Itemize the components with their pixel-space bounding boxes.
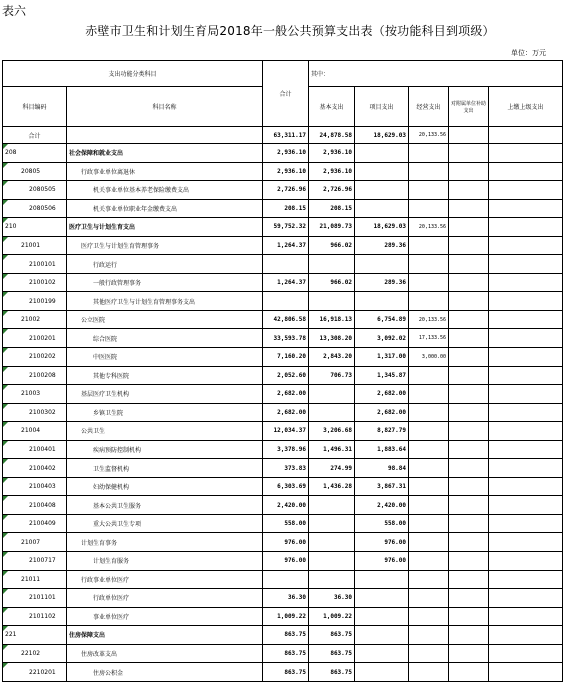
cell-total[interactable]: [263, 292, 309, 311]
table-row: [3, 496, 563, 515]
cell-operating[interactable]: 20,133.56: [409, 310, 449, 329]
cell-project[interactable]: 3,867.31: [355, 477, 409, 496]
cell-empty[interactable]: [449, 236, 489, 255]
cell-empty[interactable]: [489, 626, 563, 645]
cell-basic[interactable]: [309, 552, 355, 571]
cell-operating[interactable]: 3,000.00: [409, 348, 449, 367]
cell-empty[interactable]: [489, 199, 563, 218]
cell-total[interactable]: 3,378.96: [263, 440, 309, 459]
cell-total[interactable]: 976.00: [263, 533, 309, 552]
cell-code[interactable]: 合计: [3, 127, 67, 144]
cell-operating[interactable]: [409, 607, 449, 626]
cell-project[interactable]: [355, 292, 409, 311]
cell-project[interactable]: [355, 255, 409, 274]
cell-empty[interactable]: [489, 607, 563, 626]
cell-empty[interactable]: [489, 292, 563, 311]
table-row: [3, 514, 563, 533]
cell-operating[interactable]: 17,133.56: [409, 329, 449, 348]
cell-empty[interactable]: [449, 533, 489, 552]
cell-total[interactable]: 2,726.96: [263, 181, 309, 200]
table-row: [3, 589, 563, 608]
cell-total[interactable]: 2,420.00: [263, 496, 309, 515]
cell-code[interactable]: 21007: [3, 533, 67, 552]
cell-basic[interactable]: 16,918.13: [309, 310, 355, 329]
cell-name[interactable]: [67, 127, 263, 144]
cell-total[interactable]: [263, 570, 309, 589]
cell-empty[interactable]: [449, 199, 489, 218]
cell-empty[interactable]: [489, 422, 563, 441]
cell-operating[interactable]: [409, 181, 449, 200]
cell-project[interactable]: [355, 607, 409, 626]
header-project: 项目支出: [355, 87, 409, 127]
cell-project[interactable]: [355, 644, 409, 663]
cell-empty[interactable]: [489, 127, 563, 144]
cell-code[interactable]: 2100717: [3, 552, 67, 571]
cell-operating[interactable]: [409, 496, 449, 515]
cell-code[interactable]: 22102: [3, 644, 67, 663]
cell-basic[interactable]: 2,936.10: [309, 144, 355, 163]
cell-project[interactable]: 558.00: [355, 514, 409, 533]
cell-code[interactable]: 2101102: [3, 607, 67, 626]
header-total: 合计: [263, 61, 309, 127]
cell-name[interactable]: 住房保障支出: [67, 626, 263, 645]
cell-empty[interactable]: [449, 570, 489, 589]
cell-operating[interactable]: [409, 663, 449, 682]
cell-code[interactable]: 208: [3, 144, 67, 163]
cell-operating[interactable]: [409, 459, 449, 478]
cell-name[interactable]: 妇幼保健机构: [67, 477, 263, 496]
table-row: [3, 329, 563, 348]
cell-empty[interactable]: [489, 162, 563, 181]
cell-empty[interactable]: [489, 440, 563, 459]
cell-empty[interactable]: [449, 292, 489, 311]
cell-empty[interactable]: [449, 329, 489, 348]
header-subsidy: 对附属单位补助支出: [449, 87, 489, 127]
cell-empty[interactable]: [449, 348, 489, 367]
header-func-class: 支出功能分类科目: [3, 61, 263, 87]
table-row: [3, 236, 563, 255]
cell-name[interactable]: 计划生育事务: [67, 533, 263, 552]
cell-operating[interactable]: 20,133.56: [409, 218, 449, 237]
cell-empty[interactable]: [489, 589, 563, 608]
cell-name[interactable]: 医疗卫生与计划生育管理事务: [67, 236, 263, 255]
budget-table: [2, 60, 563, 682]
cell-empty[interactable]: [449, 181, 489, 200]
cell-basic[interactable]: 3,206.68: [309, 422, 355, 441]
cell-basic[interactable]: 21,089.73: [309, 218, 355, 237]
cell-total[interactable]: 558.00: [263, 514, 309, 533]
cell-operating[interactable]: 20,133.56: [409, 127, 449, 144]
cell-code[interactable]: 2210201: [3, 663, 67, 682]
cell-code[interactable]: 21002: [3, 310, 67, 329]
cell-name[interactable]: 公共卫生: [67, 422, 263, 441]
cell-empty[interactable]: [489, 366, 563, 385]
cell-operating[interactable]: [409, 644, 449, 663]
header-basic: 基本支出: [309, 87, 355, 127]
table-row: [3, 644, 563, 663]
cell-empty[interactable]: [489, 218, 563, 237]
cell-basic[interactable]: 2,843.20: [309, 348, 355, 367]
cell-name[interactable]: 行政运行: [67, 255, 263, 274]
cell-total[interactable]: 12,034.37: [263, 422, 309, 441]
cell-basic[interactable]: 36.30: [309, 589, 355, 608]
cell-project[interactable]: 98.84: [355, 459, 409, 478]
cell-project[interactable]: 976.00: [355, 552, 409, 571]
cell-code[interactable]: 2100408: [3, 496, 67, 515]
cell-project[interactable]: [355, 570, 409, 589]
cell-total[interactable]: 976.00: [263, 552, 309, 571]
cell-basic[interactable]: 2,936.10: [309, 162, 355, 181]
unit-label: 单位：万元: [511, 49, 546, 57]
cell-empty[interactable]: [449, 477, 489, 496]
cell-code[interactable]: 2100403: [3, 477, 67, 496]
cell-code[interactable]: 210: [3, 218, 67, 237]
cell-total[interactable]: 2,682.00: [263, 385, 309, 404]
cell-empty[interactable]: [449, 310, 489, 329]
table-row: [3, 292, 563, 311]
cell-name[interactable]: 事业单位医疗: [67, 607, 263, 626]
cell-empty[interactable]: [449, 144, 489, 163]
cell-name[interactable]: 乡镇卫生院: [67, 403, 263, 422]
table-row: [3, 144, 563, 163]
table-title: 赤壁市卫生和计划生育局2018年一般公共预算支出表（按功能科目到项级）: [85, 24, 495, 38]
cell-code[interactable]: 2080506: [3, 199, 67, 218]
cell-total[interactable]: 1,009.22: [263, 607, 309, 626]
cell-total[interactable]: 59,752.32: [263, 218, 309, 237]
table-row: [3, 440, 563, 459]
cell-code[interactable]: 2100102: [3, 273, 67, 292]
cell-empty[interactable]: [449, 403, 489, 422]
header-code: 科目编码: [3, 87, 67, 127]
table-row: [3, 477, 563, 496]
table-row: [3, 570, 563, 589]
cell-code[interactable]: 2080505: [3, 181, 67, 200]
cell-basic[interactable]: 13,308.20: [309, 329, 355, 348]
table-row: [3, 162, 563, 181]
cell-basic[interactable]: 863.75: [309, 644, 355, 663]
cell-empty[interactable]: [489, 144, 563, 163]
cell-empty[interactable]: [449, 366, 489, 385]
header-operating: 经营支出: [409, 87, 449, 127]
table-row: [3, 127, 563, 144]
cell-empty[interactable]: [489, 385, 563, 404]
cell-basic[interactable]: 1,009.22: [309, 607, 355, 626]
cell-basic[interactable]: [309, 403, 355, 422]
cell-code[interactable]: 2100208: [3, 366, 67, 385]
cell-name[interactable]: 基本公共卫生服务: [67, 496, 263, 515]
cell-empty[interactable]: [489, 496, 563, 515]
cell-operating[interactable]: [409, 199, 449, 218]
cell-basic[interactable]: 208.15: [309, 199, 355, 218]
cell-basic[interactable]: [309, 255, 355, 274]
cell-code[interactable]: 2100202: [3, 348, 67, 367]
cell-total[interactable]: 6,303.69: [263, 477, 309, 496]
cell-operating[interactable]: [409, 552, 449, 571]
cell-name[interactable]: 医疗卫生与计划生育支出: [67, 218, 263, 237]
cell-code[interactable]: 2100302: [3, 403, 67, 422]
cell-total[interactable]: 863.75: [263, 626, 309, 645]
cell-name[interactable]: 计划生育服务: [67, 552, 263, 571]
cell-operating[interactable]: [409, 422, 449, 441]
cell-project[interactable]: 2,682.00: [355, 385, 409, 404]
cell-total[interactable]: [263, 255, 309, 274]
table-row: [3, 663, 563, 682]
cell-empty[interactable]: [449, 644, 489, 663]
table-row: [3, 552, 563, 571]
table-row: [3, 181, 563, 200]
cell-operating[interactable]: [409, 440, 449, 459]
cell-operating[interactable]: [409, 385, 449, 404]
cell-empty[interactable]: [449, 626, 489, 645]
cell-empty[interactable]: [449, 385, 489, 404]
cell-operating[interactable]: [409, 162, 449, 181]
cell-name[interactable]: 住房改革支出: [67, 644, 263, 663]
table-row: [3, 366, 563, 385]
cell-basic[interactable]: 706.73: [309, 366, 355, 385]
cell-name[interactable]: 重大公共卫生专项: [67, 514, 263, 533]
cell-project[interactable]: [355, 663, 409, 682]
cell-project[interactable]: 8,827.79: [355, 422, 409, 441]
cell-basic[interactable]: 1,496.31: [309, 440, 355, 459]
table-row: [3, 273, 563, 292]
cell-basic[interactable]: 966.02: [309, 273, 355, 292]
cell-code[interactable]: 21003: [3, 385, 67, 404]
cell-empty[interactable]: [489, 236, 563, 255]
cell-operating[interactable]: [409, 236, 449, 255]
cell-basic[interactable]: 863.75: [309, 663, 355, 682]
cell-name[interactable]: 基层医疗卫生机构: [67, 385, 263, 404]
cell-code[interactable]: 2101101: [3, 589, 67, 608]
cell-project[interactable]: [355, 589, 409, 608]
cell-code[interactable]: 20805: [3, 162, 67, 181]
cell-operating[interactable]: [409, 533, 449, 552]
cell-empty[interactable]: [449, 514, 489, 533]
cell-project[interactable]: 6,754.89: [355, 310, 409, 329]
cell-empty[interactable]: [489, 459, 563, 478]
cell-empty[interactable]: [489, 181, 563, 200]
cell-name[interactable]: 机关事业单位基本养老保险缴费支出: [67, 181, 263, 200]
cell-code[interactable]: 2100402: [3, 459, 67, 478]
cell-total[interactable]: 2,052.60: [263, 366, 309, 385]
cell-operating[interactable]: [409, 366, 449, 385]
cell-project[interactable]: [355, 162, 409, 181]
cell-basic[interactable]: 1,436.28: [309, 477, 355, 496]
cell-code[interactable]: 2100201: [3, 329, 67, 348]
table-row: [3, 422, 563, 441]
cell-project[interactable]: [355, 144, 409, 163]
cell-project[interactable]: 2,682.00: [355, 403, 409, 422]
cell-empty[interactable]: [489, 570, 563, 589]
cell-code[interactable]: 21001: [3, 236, 67, 255]
cell-operating[interactable]: [409, 570, 449, 589]
cell-name[interactable]: 机关事业单位职业年金缴费支出: [67, 199, 263, 218]
cell-empty[interactable]: [489, 644, 563, 663]
cell-name[interactable]: 卫生监督机构: [67, 459, 263, 478]
cell-code[interactable]: 221: [3, 626, 67, 645]
table-row: [3, 607, 563, 626]
cell-total[interactable]: 863.75: [263, 644, 309, 663]
table-row: [3, 310, 563, 329]
table-row: [3, 385, 563, 404]
cell-empty[interactable]: [449, 422, 489, 441]
cell-project[interactable]: 1,883.64: [355, 440, 409, 459]
cell-code[interactable]: 2100101: [3, 255, 67, 274]
cell-operating[interactable]: [409, 403, 449, 422]
cell-basic[interactable]: 2,726.96: [309, 181, 355, 200]
cell-name[interactable]: 社会保障和就业支出: [67, 144, 263, 163]
table-row: [3, 533, 563, 552]
cell-empty[interactable]: [489, 348, 563, 367]
cell-operating[interactable]: [409, 273, 449, 292]
table-row: [3, 348, 563, 367]
cell-name[interactable]: 综合医院: [67, 329, 263, 348]
cell-empty[interactable]: [489, 477, 563, 496]
cell-project[interactable]: 1,317.00: [355, 348, 409, 367]
cell-total[interactable]: 63,311.17: [263, 127, 309, 144]
cell-project[interactable]: 976.00: [355, 533, 409, 552]
cell-name[interactable]: 中医医院: [67, 348, 263, 367]
cell-empty[interactable]: [489, 514, 563, 533]
cell-code[interactable]: 2100199: [3, 292, 67, 311]
cell-project[interactable]: [355, 181, 409, 200]
cell-project[interactable]: 3,092.02: [355, 329, 409, 348]
cell-name[interactable]: 一般行政管理事务: [67, 273, 263, 292]
cell-project[interactable]: 289.36: [355, 273, 409, 292]
cell-project[interactable]: [355, 626, 409, 645]
header-name: 科目名称: [67, 87, 263, 127]
table-row: [3, 459, 563, 478]
cell-empty[interactable]: [449, 663, 489, 682]
cell-total[interactable]: 373.83: [263, 459, 309, 478]
cell-basic[interactable]: [309, 533, 355, 552]
cell-empty[interactable]: [489, 663, 563, 682]
cell-project[interactable]: 18,629.03: [355, 218, 409, 237]
cell-empty[interactable]: [449, 440, 489, 459]
cell-total[interactable]: 1,264.37: [263, 273, 309, 292]
cell-code[interactable]: 2100401: [3, 440, 67, 459]
header-among: 其中：: [309, 61, 563, 87]
cell-total[interactable]: 208.15: [263, 199, 309, 218]
cell-total[interactable]: 42,806.58: [263, 310, 309, 329]
cell-empty[interactable]: [489, 310, 563, 329]
cell-operating[interactable]: [409, 144, 449, 163]
cell-total[interactable]: 33,593.78: [263, 329, 309, 348]
cell-basic[interactable]: [309, 514, 355, 533]
cell-name[interactable]: 疾病预防控制机构: [67, 440, 263, 459]
cell-basic[interactable]: 863.75: [309, 626, 355, 645]
cell-name[interactable]: 其他医疗卫生与计划生育管理事务支出: [67, 292, 263, 311]
cell-name[interactable]: 住房公积金: [67, 663, 263, 682]
cell-total[interactable]: 36.30: [263, 589, 309, 608]
cell-total[interactable]: 863.75: [263, 663, 309, 682]
cell-total[interactable]: 2,936.10: [263, 144, 309, 163]
sheet-caption: 表六: [2, 4, 27, 18]
cell-empty[interactable]: [489, 255, 563, 274]
cell-name[interactable]: 行政单位医疗: [67, 589, 263, 608]
cell-empty[interactable]: [449, 218, 489, 237]
cell-basic[interactable]: [309, 496, 355, 515]
cell-project[interactable]: 2,420.00: [355, 496, 409, 515]
cell-empty[interactable]: [449, 255, 489, 274]
cell-empty[interactable]: [489, 533, 563, 552]
cell-name[interactable]: 其他专科医院: [67, 366, 263, 385]
table-row: [3, 199, 563, 218]
cell-total[interactable]: 2,936.10: [263, 162, 309, 181]
cell-name[interactable]: 行政事业单位医疗: [67, 570, 263, 589]
cell-basic[interactable]: 274.99: [309, 459, 355, 478]
cell-operating[interactable]: [409, 626, 449, 645]
cell-basic[interactable]: [309, 292, 355, 311]
cell-empty[interactable]: [449, 273, 489, 292]
cell-operating[interactable]: [409, 514, 449, 533]
cell-empty[interactable]: [489, 552, 563, 571]
cell-project[interactable]: 18,629.03: [355, 127, 409, 144]
cell-total[interactable]: 2,682.00: [263, 403, 309, 422]
cell-operating[interactable]: [409, 292, 449, 311]
cell-code[interactable]: 21004: [3, 422, 67, 441]
cell-name[interactable]: 行政事业单位离退休: [67, 162, 263, 181]
cell-empty[interactable]: [449, 127, 489, 144]
table-row: [3, 626, 563, 645]
cell-empty[interactable]: [489, 403, 563, 422]
table-row: [3, 255, 563, 274]
cell-empty[interactable]: [489, 273, 563, 292]
cell-empty[interactable]: [449, 162, 489, 181]
table-row: [3, 403, 563, 422]
cell-empty[interactable]: [449, 459, 489, 478]
cell-empty[interactable]: [489, 329, 563, 348]
cell-basic[interactable]: 24,878.58: [309, 127, 355, 144]
cell-basic[interactable]: 966.02: [309, 236, 355, 255]
cell-project[interactable]: 289.36: [355, 236, 409, 255]
cell-basic[interactable]: [309, 570, 355, 589]
cell-operating[interactable]: [409, 477, 449, 496]
cell-code[interactable]: 2100409: [3, 514, 67, 533]
cell-operating[interactable]: [409, 589, 449, 608]
table-row: [3, 218, 563, 237]
cell-total[interactable]: 1,264.37: [263, 236, 309, 255]
cell-total[interactable]: 7,160.20: [263, 348, 309, 367]
cell-empty[interactable]: [449, 607, 489, 626]
cell-project[interactable]: 1,345.87: [355, 366, 409, 385]
header-remit: 上缴上级支出: [489, 87, 563, 127]
cell-project[interactable]: [355, 199, 409, 218]
cell-code[interactable]: 21011: [3, 570, 67, 589]
cell-empty[interactable]: [449, 552, 489, 571]
cell-name[interactable]: 公立医院: [67, 310, 263, 329]
cell-empty[interactable]: [449, 496, 489, 515]
cell-empty[interactable]: [449, 589, 489, 608]
cell-basic[interactable]: [309, 385, 355, 404]
cell-operating[interactable]: [409, 255, 449, 274]
